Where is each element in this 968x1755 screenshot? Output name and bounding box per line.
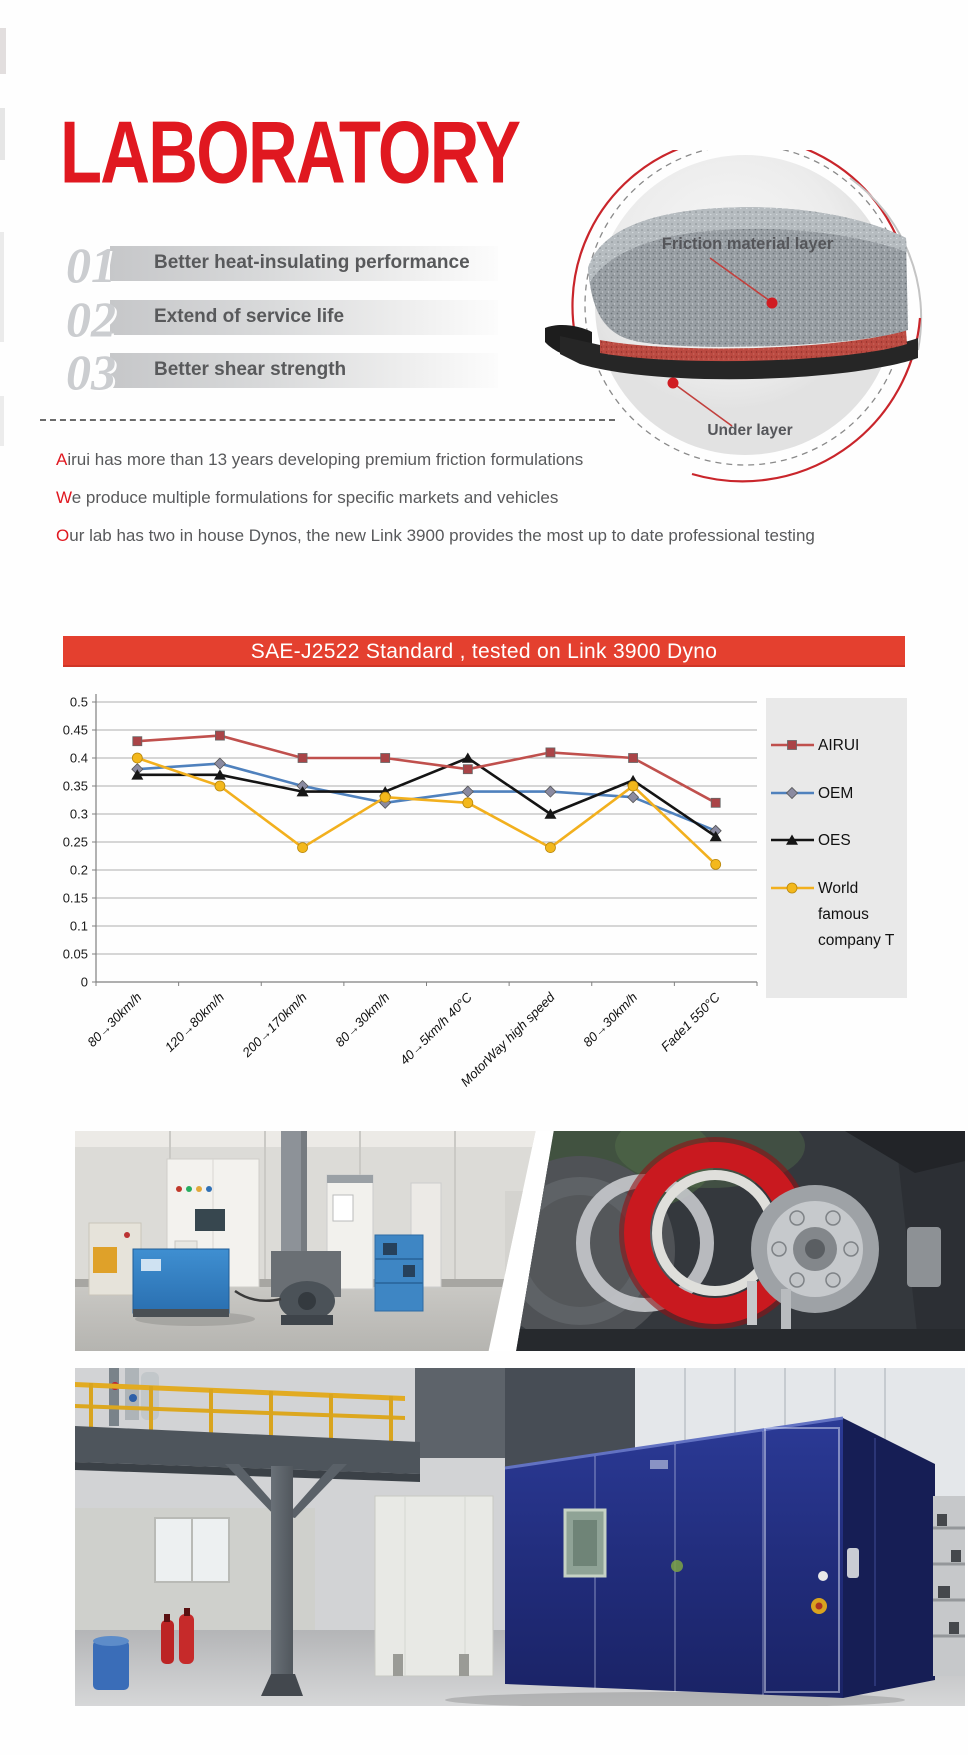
svg-text:0.45: 0.45: [62, 722, 88, 738]
feature-label: Extend of service life: [154, 306, 345, 327]
edge-mark: [0, 232, 4, 342]
feature-label: Better shear strength: [154, 359, 347, 380]
paragraph-2: We produce multiple formulations for specific markets and vehicles: [56, 488, 559, 507]
svg-text:0: 0: [80, 974, 88, 990]
svg-text:OES: OES: [818, 832, 851, 849]
friction-layer-label: Friction material layer: [661, 235, 834, 253]
friction-test-chart: [60, 688, 910, 1088]
feature-row-1: [66, 237, 498, 293]
svg-text:0.2: 0.2: [69, 862, 88, 878]
paragraph-1: Airui has more than 13 years developing premium friction formulations: [56, 450, 584, 469]
svg-text:0.15: 0.15: [62, 890, 88, 906]
svg-text:MotorWay high speed: MotorWay high speed: [457, 989, 558, 1088]
svg-text:200→170km/h: 200→170km/h: [239, 989, 310, 1060]
svg-text:Fade1 550°C: Fade1 550°C: [657, 989, 723, 1055]
svg-text:OEM: OEM: [818, 785, 854, 802]
dashed-divider: [40, 419, 615, 421]
feature-number: 01: [66, 237, 116, 293]
red-dot-bottom: [668, 378, 679, 389]
x-axis-labels: [84, 989, 723, 1088]
photo-dyno-lab: [75, 1131, 545, 1351]
svg-text:company T: company T: [818, 932, 895, 949]
feature-row-3: [66, 344, 498, 400]
edge-mark: [0, 108, 5, 160]
paragraph-3: Our lab has two in house Dynos, the new Link 3900 provides the most up to date professional testing: [56, 526, 815, 545]
feature-label: Better heat-insulating performance: [154, 252, 470, 273]
line-chart-svg: [60, 688, 910, 1088]
edge-mark: [0, 28, 6, 74]
svg-text:80→30km/h: 80→30km/h: [580, 989, 641, 1050]
svg-text:famous: famous: [818, 906, 869, 923]
legend: [766, 698, 907, 998]
feature-number: 03: [66, 344, 116, 400]
svg-text:80→30km/h: 80→30km/h: [332, 989, 393, 1050]
brake-pad-diagram: [520, 150, 968, 490]
red-dot-top: [767, 298, 778, 309]
y-axis-labels: [63, 695, 88, 990]
intro-paragraphs: [56, 450, 844, 564]
feature-row-2: [66, 291, 498, 347]
svg-text:0.5: 0.5: [69, 694, 88, 710]
svg-text:120→80km/h: 120→80km/h: [161, 989, 228, 1055]
photo-strip: [75, 1131, 965, 1351]
svg-text:80→30km/h: 80→30km/h: [84, 989, 145, 1050]
photo-brake-disc-test: [495, 1131, 965, 1351]
svg-text:0.4: 0.4: [69, 750, 88, 766]
gridlines: [92, 702, 757, 982]
svg-text:0.25: 0.25: [62, 834, 88, 850]
svg-text:AIRUI: AIRUI: [818, 737, 860, 754]
photo-test-chamber: [75, 1368, 965, 1706]
svg-text:0.3: 0.3: [69, 806, 88, 822]
feature-number: 02: [66, 291, 116, 347]
svg-text:0.05: 0.05: [62, 946, 88, 962]
svg-text:World: World: [818, 880, 859, 897]
photo-chamber-svg: [75, 1368, 965, 1706]
chart-title-banner: SAE-J2522 Standard , tested on Link 3900 Dyno: [63, 636, 905, 667]
page-title: LABORATORY: [60, 103, 520, 201]
svg-text:0.1: 0.1: [69, 918, 88, 934]
svg-text:40→5km/h 40°C: 40→5km/h 40°C: [396, 989, 475, 1068]
svg-text:0.35: 0.35: [62, 778, 88, 794]
edge-mark: [0, 396, 4, 446]
under-layer-label: Under layer: [707, 422, 793, 439]
